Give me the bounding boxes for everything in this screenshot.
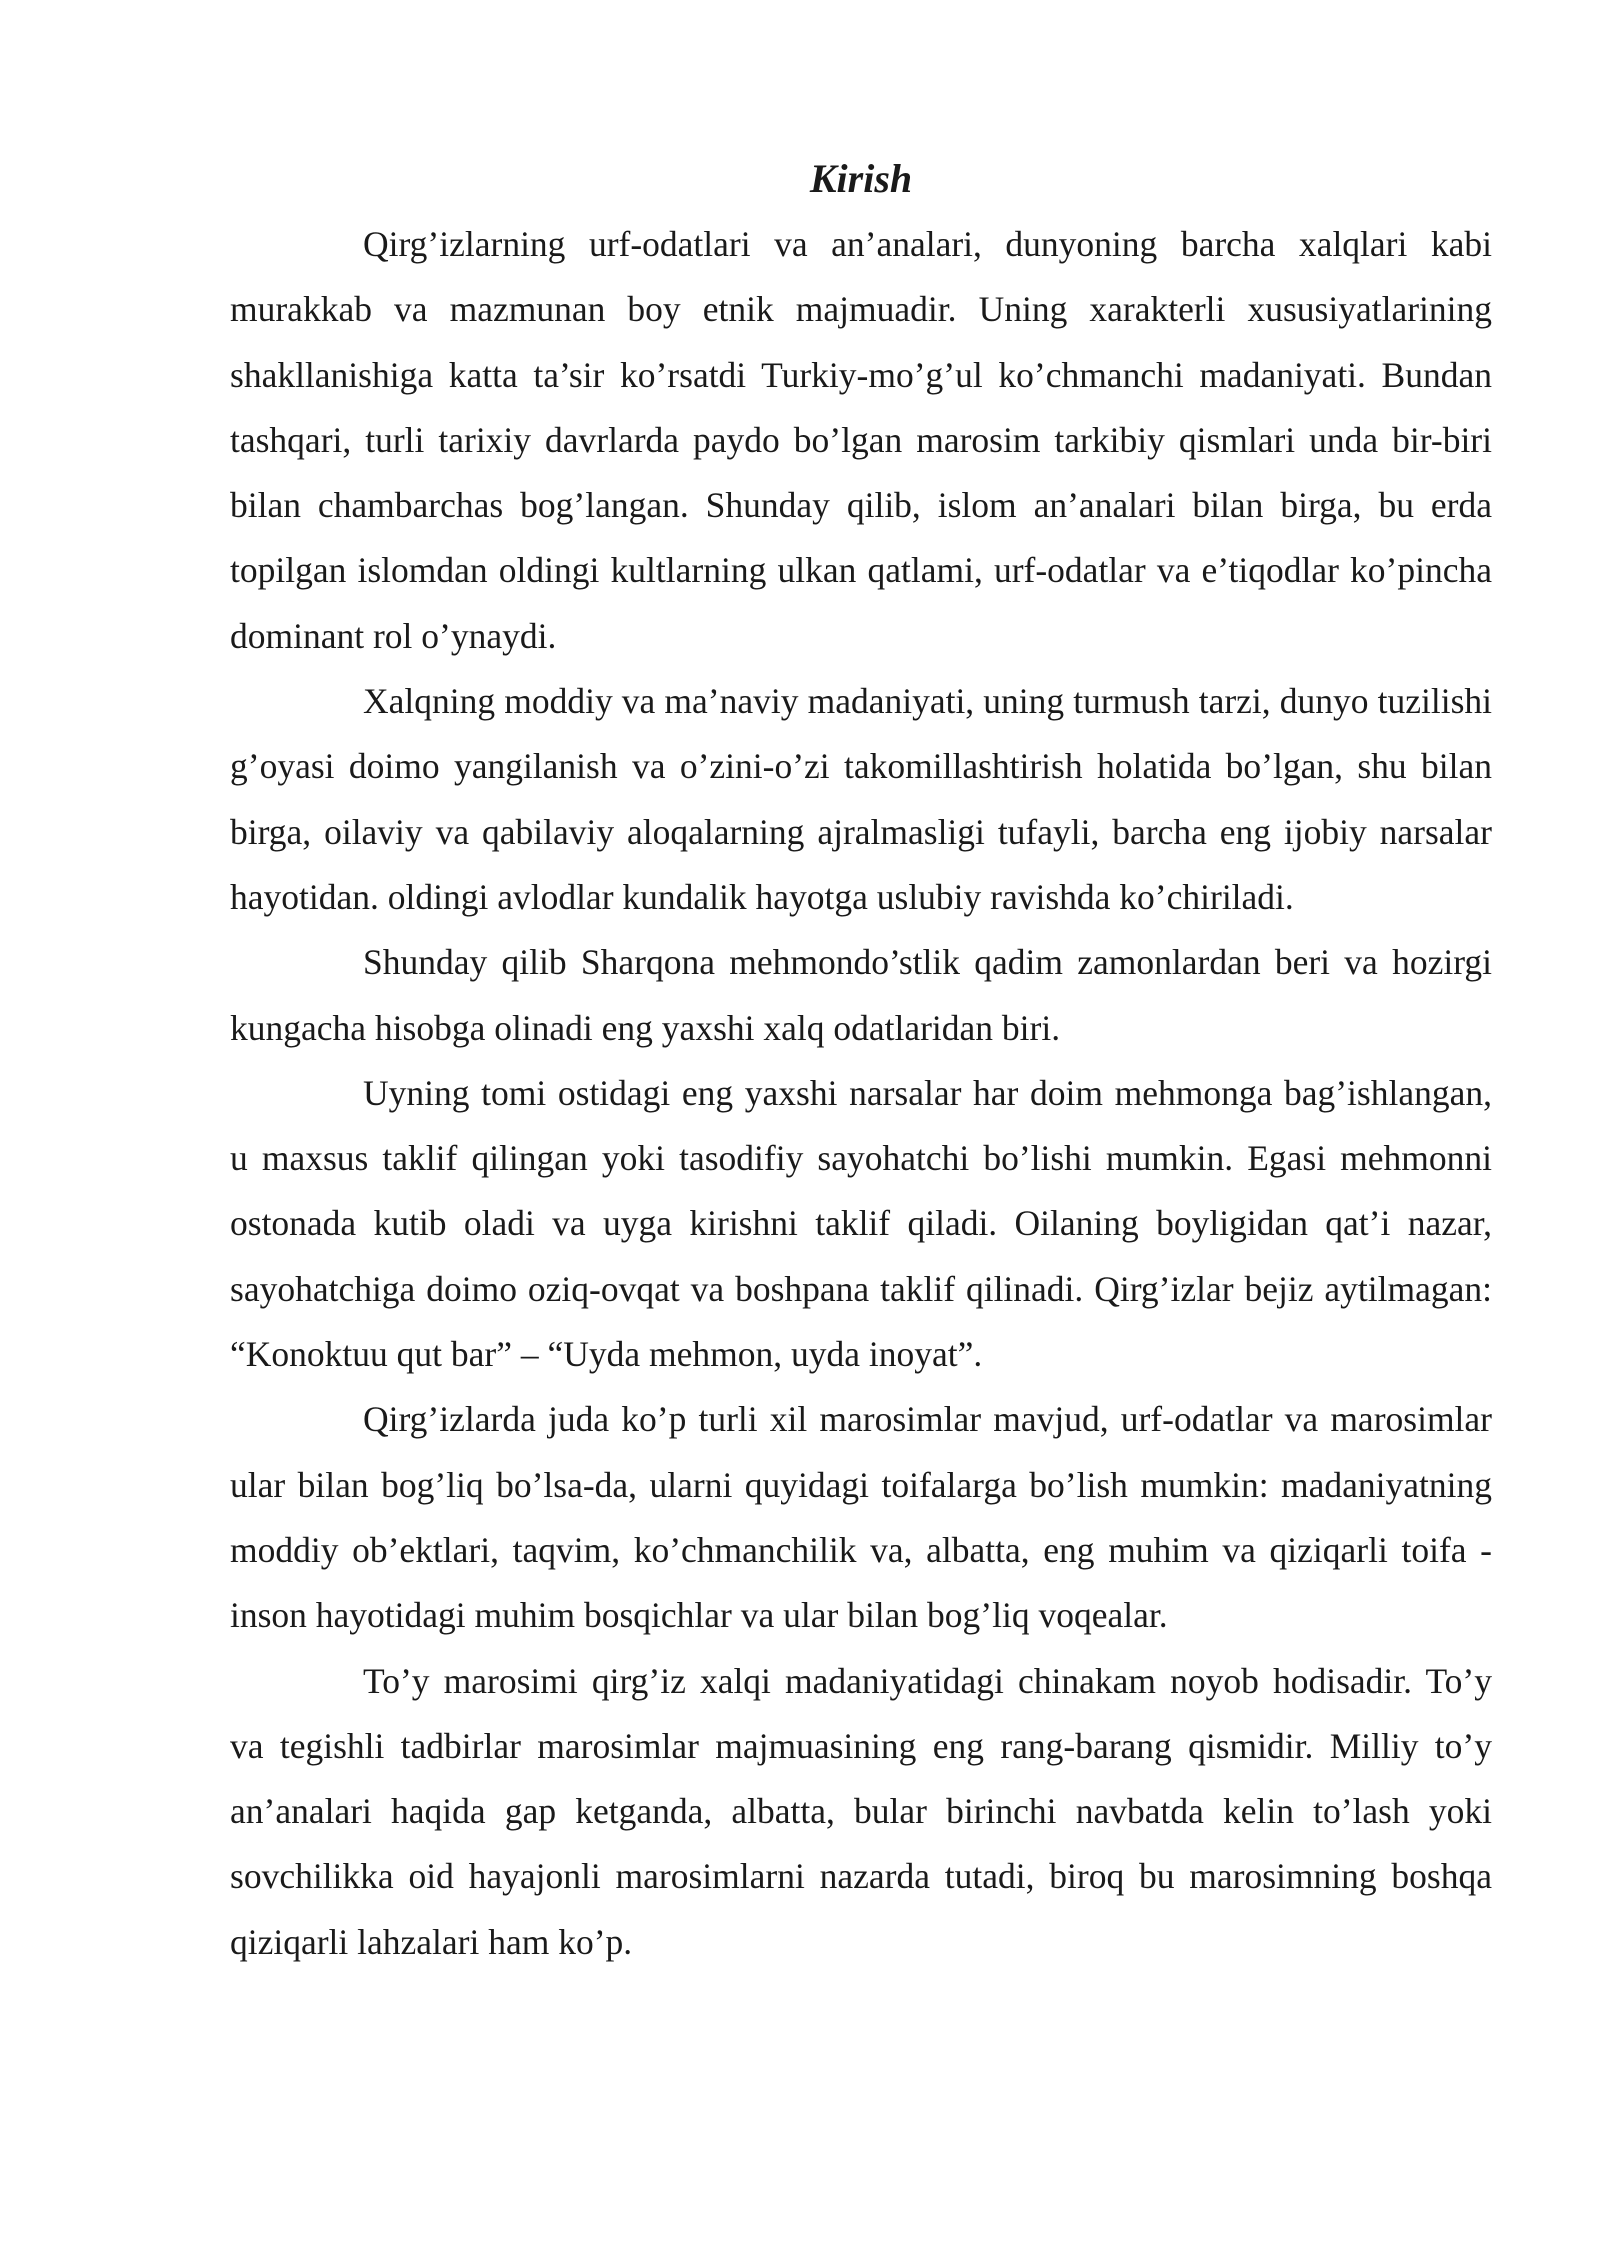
- paragraph: Xalqning moddiy va ma’naviy madaniyati, uning turmush tarzi, dunyo tuzilishi g’oyasi doimo yangilanish va o’zini-o’zi takomillashtirish holatida bo’lgan, shu bilan birga, oilaviy va qabilaviy aloqalarning ajralmasligi tufayli, barcha eng ijobiy narsalar hayotidan. oldingi avlodlar kundalik hayotga uslubiy ravishda ko’chiriladi.: [230, 681, 1492, 917]
- paragraph: Qirg’izlarda juda ko’p turli xil marosimlar mavjud, urf-odatlar va marosimlar ular bilan bog’liq bo’lsa-da, ularni quyidagi toifalarga bo’lish mumkin: madaniyatning moddiy ob’ektlari, taqvim, ko’chmanchilik va, albatta, eng muhim va qiziqarli toifa - inson hayotidagi muhim bosqichlar va ular bilan bog’liq voqealar.: [230, 1399, 1492, 1636]
- page-title: Kirish: [809, 156, 913, 201]
- document-page: [230, 148, 1492, 1975]
- paragraph: Qirg’izlarning urf-odatlari va an’analari, dunyoning barcha xalqlari kabi murakkab va mazmunan boy etnik majmuadir. Uning xarakterli xususiyatlarining shakllanishiga katta ta’sir ko’rsatdi Turkiy-mo’g’ul ko’chmanchi madaniyati. Bundan tashqari, turli tarixiy davrlarda paydo bo’lgan marosim tarkibiy qismlari unda bir-biri bilan chambarchas bog’langan. Shunday qilib, islom an’analari bilan birga, bu erda topilgan islomdan oldingi kultlarning ulkan qatlami, urf-odatlar va e’tiqodlar ko’pincha dominant rol o’ynaydi.: [230, 224, 1492, 656]
- paragraph: Shunday qilib Sharqona mehmondo’stlik qadim zamonlardan beri va hozirgi kungacha hisobga olinadi eng yaxshi xalq odatlaridan biri.: [230, 942, 1492, 1048]
- paragraph: To’y marosimi qirg’iz xalqi madaniyatidagi chinakam noyob hodisadir. To’y va tegishli tadbirlar marosimlar majmuasining eng rang-barang qismidir. Milliy to’y an’analari haqida gap ketganda, albatta, bular birinchi navbatda kelin to’lash yoki sovchilikka oid hayajonli marosimlarni nazarda tutadi, biroq bu marosimning boshqa qiziqarli lahzalari ham ko’p.: [230, 1660, 1492, 1962]
- paragraph: Uyning tomi ostidagi eng yaxshi narsalar har doim mehmonga bag’ishlangan, u maxsus taklif qilingan yoki tasodifiy sayohatchi bo’lishi mumkin. Egasi mehmonni ostonada kutib oladi va uyga kirishni taklif qiladi. Oilaning boyligidan qat’i nazar, sayohatchiga doimo oziq-ovqat va boshpana taklif qilinadi. Qirg’izlar bejiz aytilmagan: “Konoktuu qut bar” – “Uyda mehmon, uyda inoyat”.: [230, 1072, 1492, 1375]
